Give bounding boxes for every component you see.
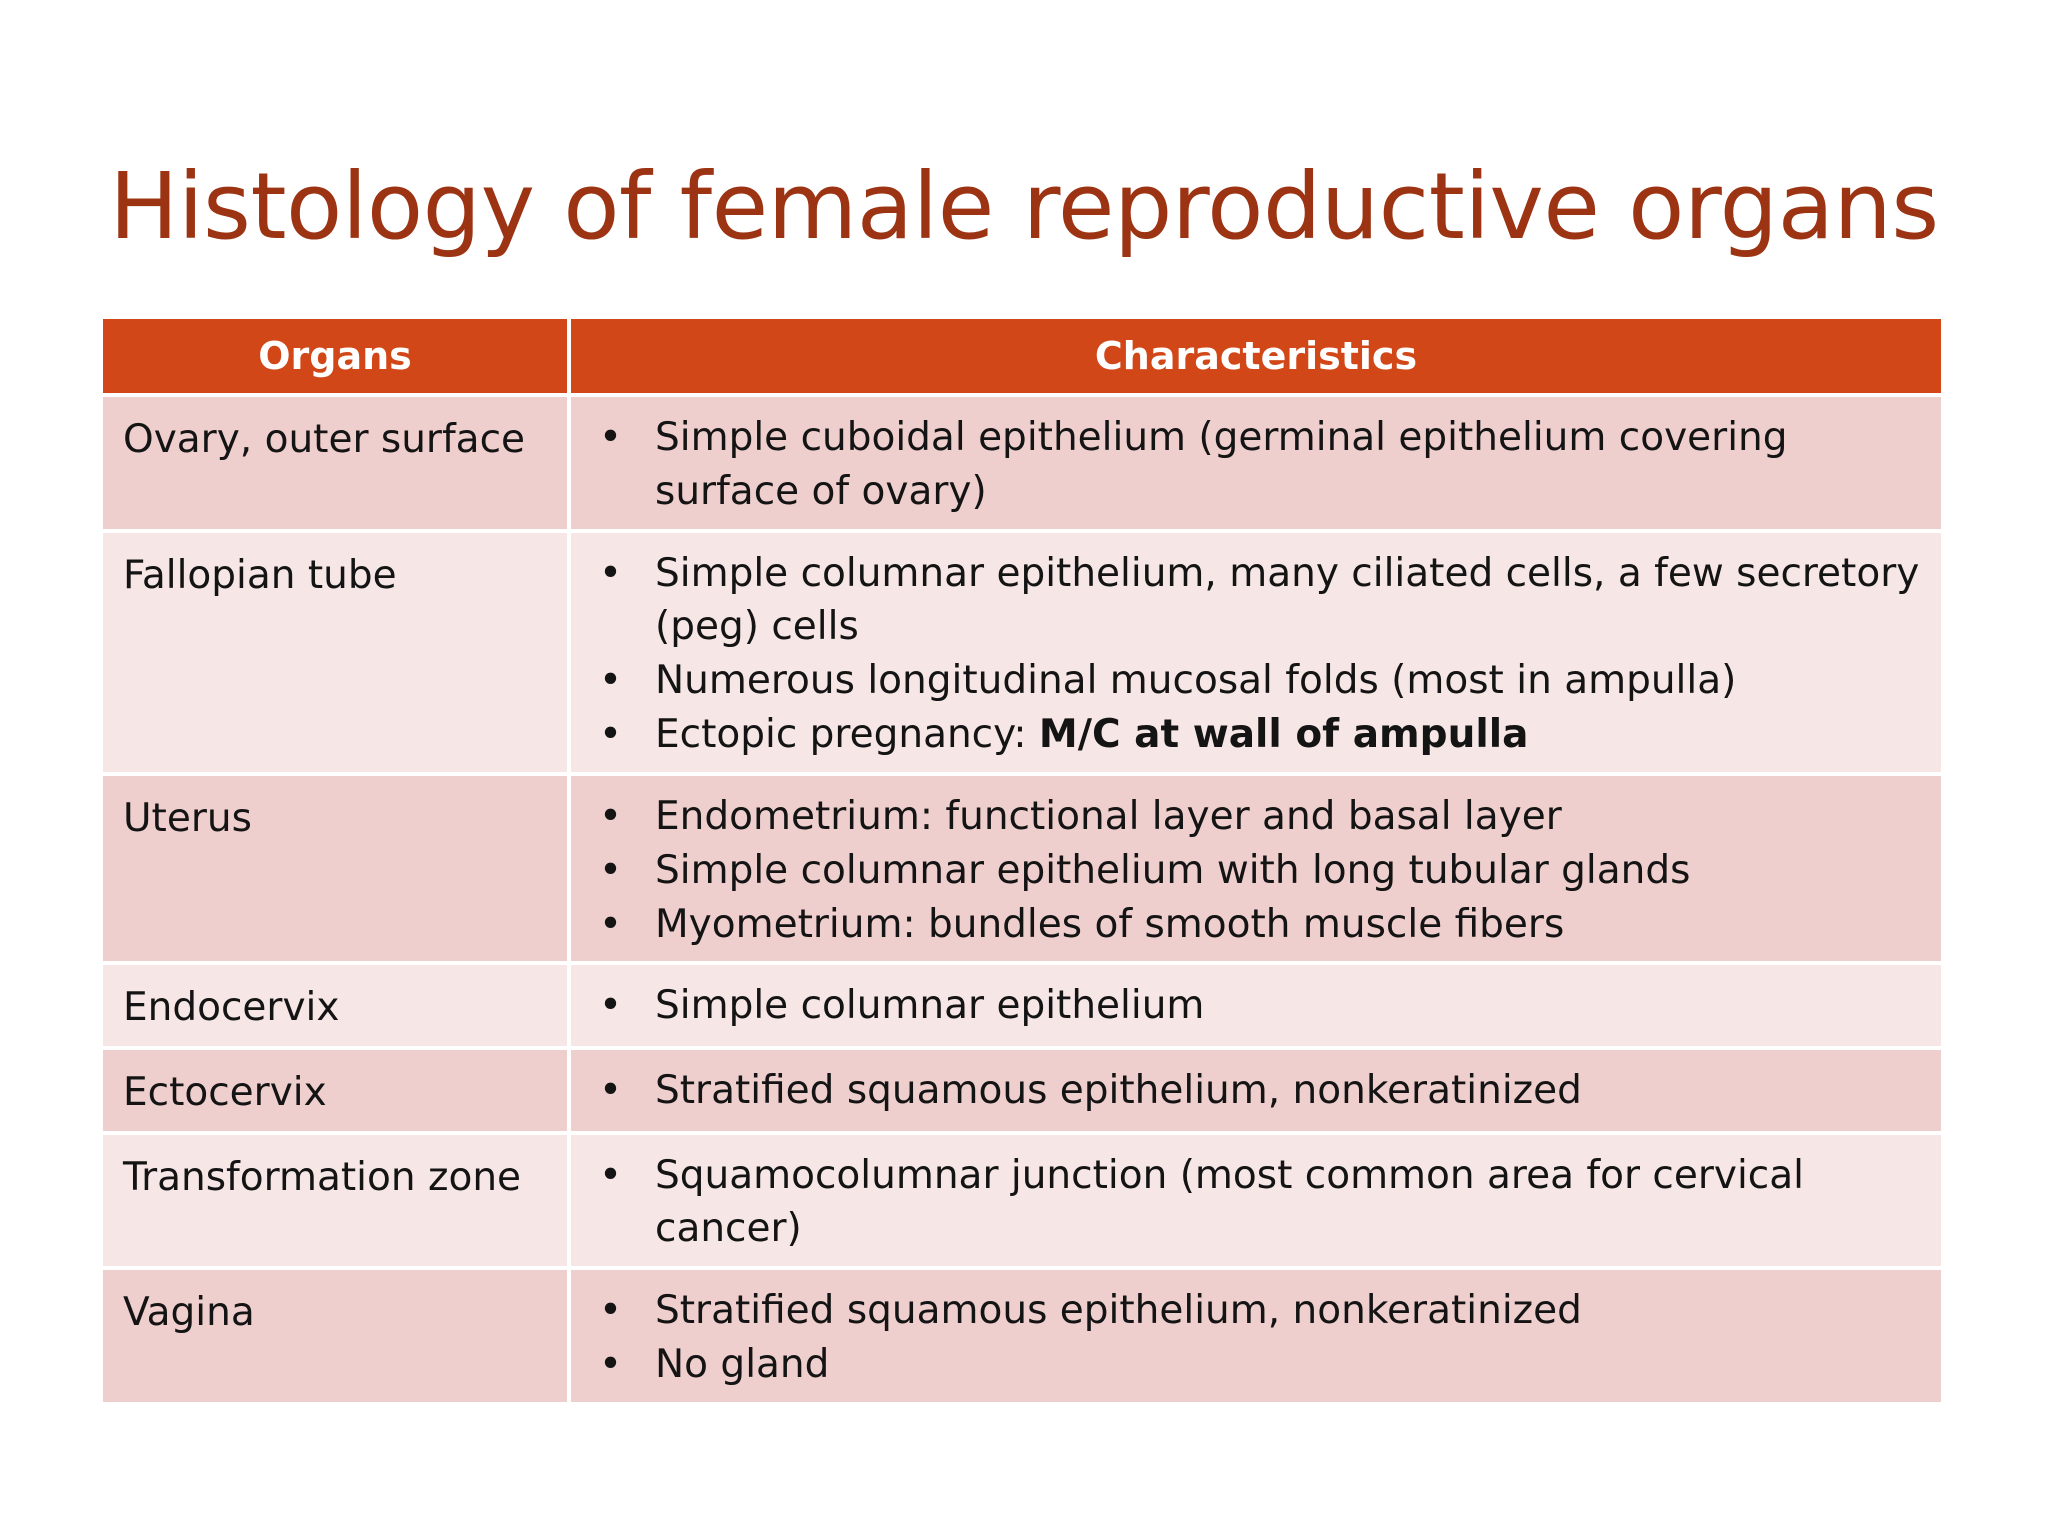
bullet-icon: •	[599, 847, 623, 893]
item-text: Ectopic pregnancy:	[655, 712, 1039, 758]
bullet-icon: •	[599, 983, 623, 1029]
item-text: Simple columnar epithelium, many ciliated cells, a few secretory (peg) cells	[655, 550, 1920, 650]
table-row	[103, 1270, 1941, 1402]
organ-cell: Fallopian tube	[103, 533, 567, 772]
item-text: No gland	[655, 1341, 830, 1387]
item-bold-text: M/C at wall of ampulla	[1038, 712, 1529, 758]
item-text: Stratified squamous epithelium, nonkeratinized	[655, 1067, 1582, 1113]
table-row	[103, 776, 1941, 961]
histology-table	[99, 315, 1945, 1406]
list-item	[591, 1149, 1921, 1257]
organ-cell: Transformation zone	[103, 1135, 567, 1267]
bullet-icon: •	[599, 1152, 623, 1198]
list-item	[591, 790, 1921, 844]
characteristics-cell	[571, 1135, 1941, 1267]
item-text: Simple cuboidal epithelium (germinal epithelium covering surface of ovary)	[655, 415, 1788, 514]
table-row	[103, 533, 1941, 772]
organ-cell: Uterus	[103, 776, 567, 961]
characteristics-cell	[571, 776, 1941, 961]
characteristics-cell	[571, 1050, 1941, 1131]
list-item	[591, 1338, 1921, 1392]
bullet-icon: •	[599, 415, 623, 460]
bullet-list	[591, 547, 1921, 762]
bullet-icon: •	[599, 658, 623, 704]
header-organs: Organs	[103, 319, 567, 393]
organ-cell: Ovary, outer surface	[103, 397, 567, 529]
slide-title: Histology of female reproductive organs	[109, 152, 1939, 260]
item-text: Myometrium: bundles of smooth muscle fibers	[655, 901, 1565, 947]
bullet-icon: •	[599, 793, 623, 839]
header-characteristics: Characteristics	[571, 319, 1941, 393]
item-text: Stratified squamous epithelium, nonkeratinized	[655, 1288, 1582, 1334]
table-row	[103, 397, 1941, 529]
item-text: Simple columnar epithelium with long tubular glands	[655, 847, 1691, 893]
table-row	[103, 1050, 1941, 1131]
organ-cell: Ectocervix	[103, 1050, 567, 1131]
item-text: Endometrium: functional layer and basal layer	[655, 793, 1562, 839]
list-item	[591, 654, 1921, 708]
bullet-list	[591, 1284, 1921, 1392]
bullet-icon: •	[599, 550, 623, 596]
bullet-list	[591, 979, 1921, 1033]
bullet-icon: •	[599, 1067, 623, 1113]
table-header-row	[103, 319, 1941, 393]
bullet-list	[591, 1064, 1921, 1118]
table-row	[103, 1135, 1941, 1267]
characteristics-cell	[571, 1270, 1941, 1402]
list-item	[591, 979, 1921, 1033]
bullet-icon: •	[599, 1288, 623, 1334]
characteristics-cell	[571, 397, 1941, 529]
bullet-list	[591, 411, 1921, 519]
list-item	[591, 547, 1921, 655]
organ-cell: Endocervix	[103, 965, 567, 1046]
characteristics-cell	[571, 965, 1941, 1046]
bullet-icon: •	[599, 901, 623, 947]
characteristics-cell	[571, 533, 1941, 772]
bullet-list	[591, 790, 1921, 951]
bullet-list	[591, 1149, 1921, 1257]
bullet-icon: •	[599, 712, 623, 758]
item-text: Simple columnar epithelium	[655, 983, 1205, 1029]
list-item	[591, 411, 1921, 519]
list-item	[591, 1284, 1921, 1338]
table-row	[103, 965, 1941, 1046]
item-text: Squamocolumnar junction (most common area for cervical cancer)	[655, 1152, 1804, 1252]
list-item	[591, 898, 1921, 952]
item-text: Numerous longitudinal mucosal folds (most in ampulla)	[655, 658, 1737, 704]
organ-cell: Vagina	[103, 1270, 567, 1402]
bullet-icon: •	[599, 1341, 623, 1387]
list-item	[591, 708, 1921, 762]
list-item	[591, 844, 1921, 898]
list-item	[591, 1064, 1921, 1118]
